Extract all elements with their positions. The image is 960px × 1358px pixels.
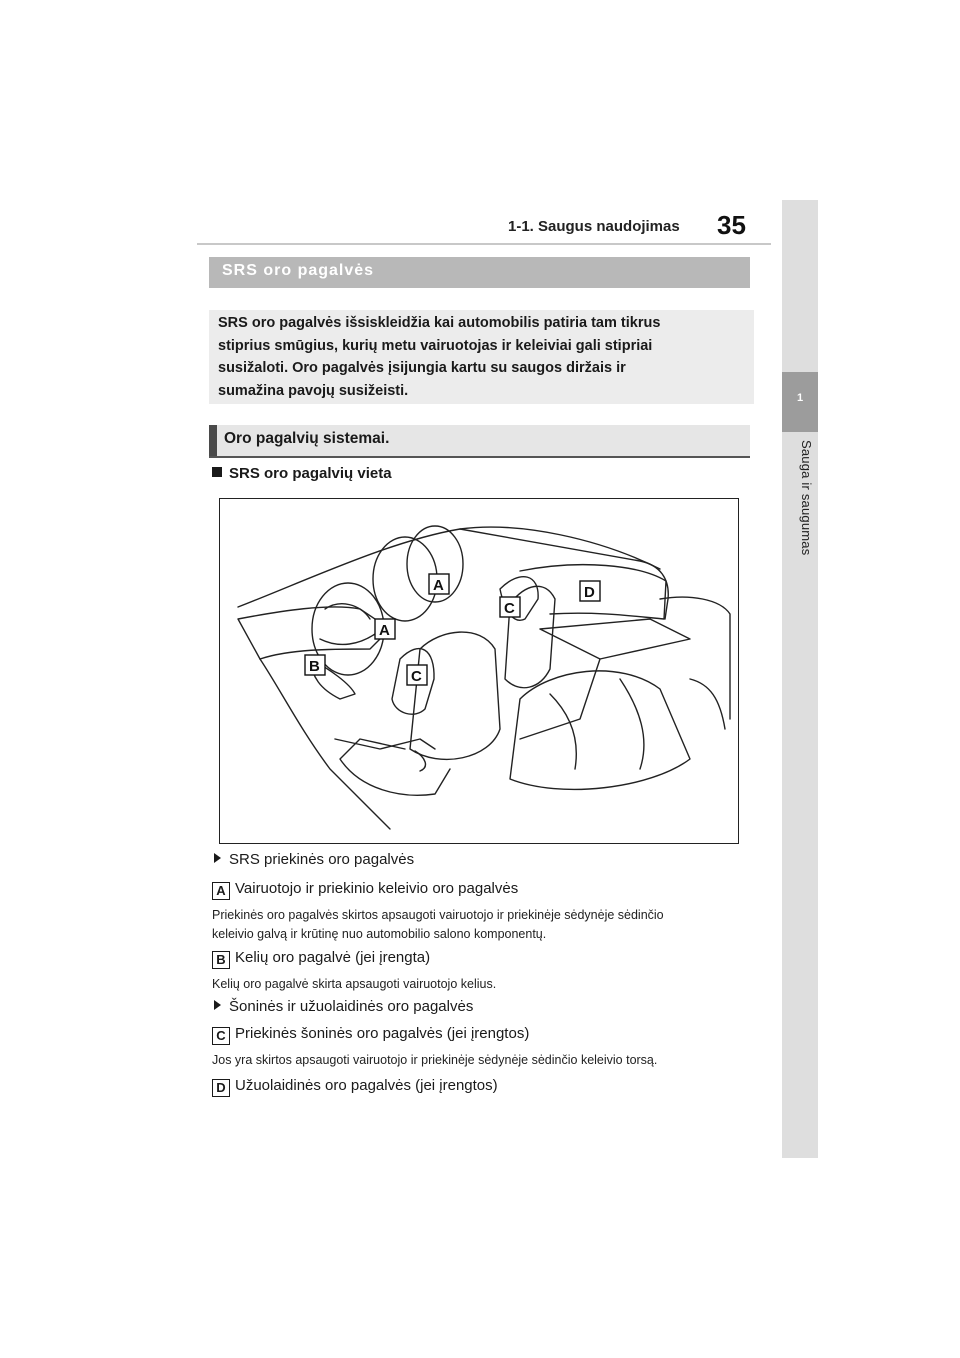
heading-accent-bar bbox=[209, 425, 217, 456]
svg-text:C: C bbox=[504, 600, 515, 617]
location-heading bbox=[212, 465, 392, 482]
group-heading-text: SRS priekinės oro pagalvės bbox=[229, 851, 415, 868]
car-interior-drawing bbox=[220, 499, 738, 843]
heading-underline bbox=[209, 456, 750, 458]
desc-line: keleivio galvą ir krūtinę nuo automobilio salono komponentų. bbox=[212, 927, 547, 941]
label-D bbox=[580, 581, 600, 601]
item-title-text: Kelių oro pagalvė (jei įrengta) bbox=[235, 949, 431, 966]
label-B bbox=[305, 655, 325, 675]
desc-line: Priekinės oro pagalvės skirtos apsaugoti vairuotojo ir priekinėje sėdynėje sėdinčio bbox=[212, 908, 664, 922]
intro-line: susižaloti. Oro pagalvės įsijungia kartu su saugos diržais ir bbox=[218, 360, 626, 376]
item-title-text: Priekinės šoninės oro pagalvės (jei įrengtos) bbox=[235, 1025, 530, 1042]
svg-text:A: A bbox=[379, 622, 390, 639]
section-title: 1-1. Saugus naudojimas bbox=[508, 218, 680, 235]
label-C-upper bbox=[500, 597, 520, 617]
item-title-text: Užuolaidinės oro pagalvės (jei įrengtos) bbox=[235, 1077, 498, 1094]
intro-line: stiprius smūgius, kurių metu vairuotojas ir keleiviai gali stipriai bbox=[218, 337, 653, 354]
item-description bbox=[212, 906, 742, 944]
srs-heading: SRS oro pagalvės bbox=[222, 262, 375, 279]
letter-badge: C bbox=[212, 1027, 230, 1045]
group-heading bbox=[214, 998, 473, 1015]
svg-text:C: C bbox=[411, 668, 422, 685]
item-title bbox=[212, 880, 518, 900]
intro-line: sumažina pavojų susižeisti. bbox=[218, 382, 409, 399]
page-number: 35 bbox=[717, 210, 746, 240]
label-A-lower bbox=[375, 619, 395, 639]
square-bullet-icon bbox=[212, 467, 222, 477]
letter-badge: D bbox=[212, 1079, 230, 1097]
intro-line: SRS oro pagalvės išsiskleidžia kai automobilis patiria tam tikrus bbox=[218, 315, 661, 331]
chapter-number: 1 bbox=[796, 392, 804, 404]
intro-text bbox=[218, 312, 748, 402]
letter-badge: A bbox=[212, 882, 230, 900]
location-heading-text: SRS oro pagalvių vieta bbox=[229, 465, 392, 482]
desc-line: Jos yra skirtos apsaugoti vairuotojo ir priekinėje sėdynėje sėdinčio keleivio torsą. bbox=[212, 1053, 658, 1067]
system-heading: Oro pagalvių sistemai. bbox=[224, 430, 390, 447]
item-title bbox=[212, 1025, 529, 1045]
item-title-text: Vairuotojo ir priekinio keleivio oro pagalvės bbox=[235, 880, 519, 897]
label-A-upper bbox=[429, 574, 449, 594]
item-description bbox=[212, 1051, 742, 1070]
desc-line: Kelių oro pagalvė skirta apsaugoti vairuotojo kelius. bbox=[212, 977, 497, 991]
svg-text:B: B bbox=[309, 658, 320, 675]
svg-text:D: D bbox=[584, 584, 595, 601]
item-description bbox=[212, 975, 742, 994]
item-title bbox=[212, 949, 430, 969]
airbag-location-illustration bbox=[219, 498, 739, 844]
chapter-side-tab bbox=[782, 200, 818, 1158]
group-heading-text: Šoninės ir užuolaidinės oro pagalvės bbox=[229, 998, 474, 1015]
item-title bbox=[212, 1077, 498, 1097]
triangle-bullet-icon bbox=[214, 1000, 221, 1010]
triangle-bullet-icon bbox=[214, 853, 221, 863]
header-divider bbox=[197, 243, 771, 245]
letter-badge: B bbox=[212, 951, 230, 969]
label-C-lower bbox=[407, 665, 427, 685]
svg-text:A: A bbox=[433, 577, 444, 594]
chapter-title: Sauga ir saugumas bbox=[799, 440, 814, 556]
group-heading bbox=[214, 851, 414, 868]
